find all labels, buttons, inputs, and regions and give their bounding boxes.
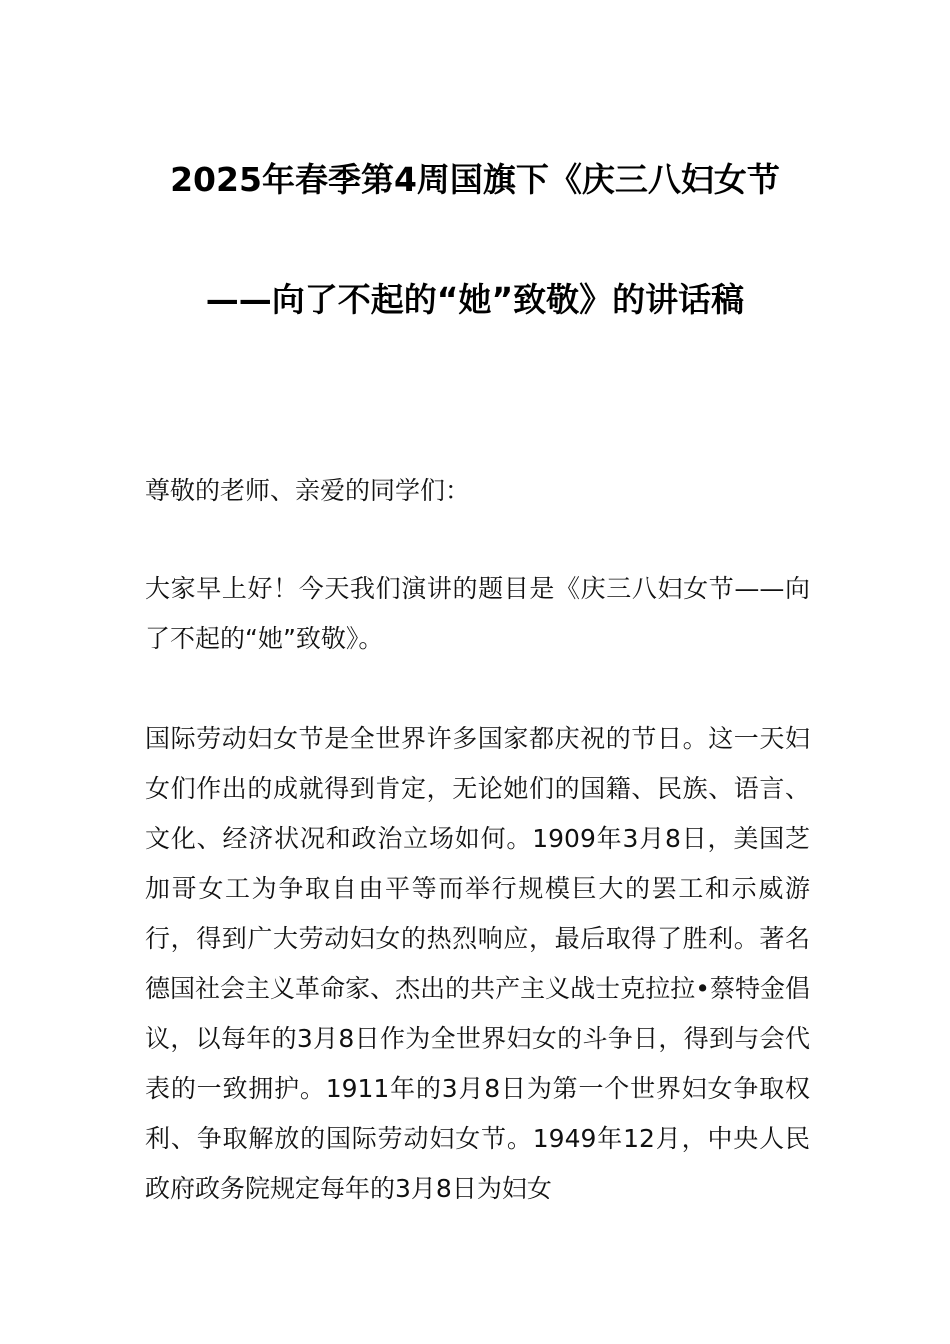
document-title-line-2: ——向了不起的“她”致敬》的讲话稿 (205, 280, 745, 319)
salutation: 尊敬的老师、亲爱的同学们： (145, 476, 471, 505)
paragraph-greeting: 大家早上好！今天我们演讲的题目是《庆三八妇女节——向了不起的“她”致敬》。 (145, 574, 810, 653)
document-title-line-1: 2025年春季第4周国旗下《庆三八妇女节 (170, 160, 780, 199)
paragraph-history: 国际劳动妇女节是全世界许多国家都庆祝的节日。这一天妇女们作出的成就得到肯定，无论她们的国籍、民族、语言、文化、经济状况和政治立场如何。1909年3月8日，美国芝加哥女工为争取自由平等而举行规模巨大的罢工和示威游行，得到广大劳动妇女的热烈响应，最后取得了胜利。著名德国社会主义革命家、杰出的共产主义战士克拉拉•蔡特金倡议，以每年的3月8日作为全世界妇女的斗争日，得到与会代表的一致拥护。1911年的3月8日为第一个世界妇女争取权利、争取解放的国际劳动妇女节。1949年12月，中央人民政府政务院规定每年的3月8日为妇女 (145, 724, 810, 1203)
